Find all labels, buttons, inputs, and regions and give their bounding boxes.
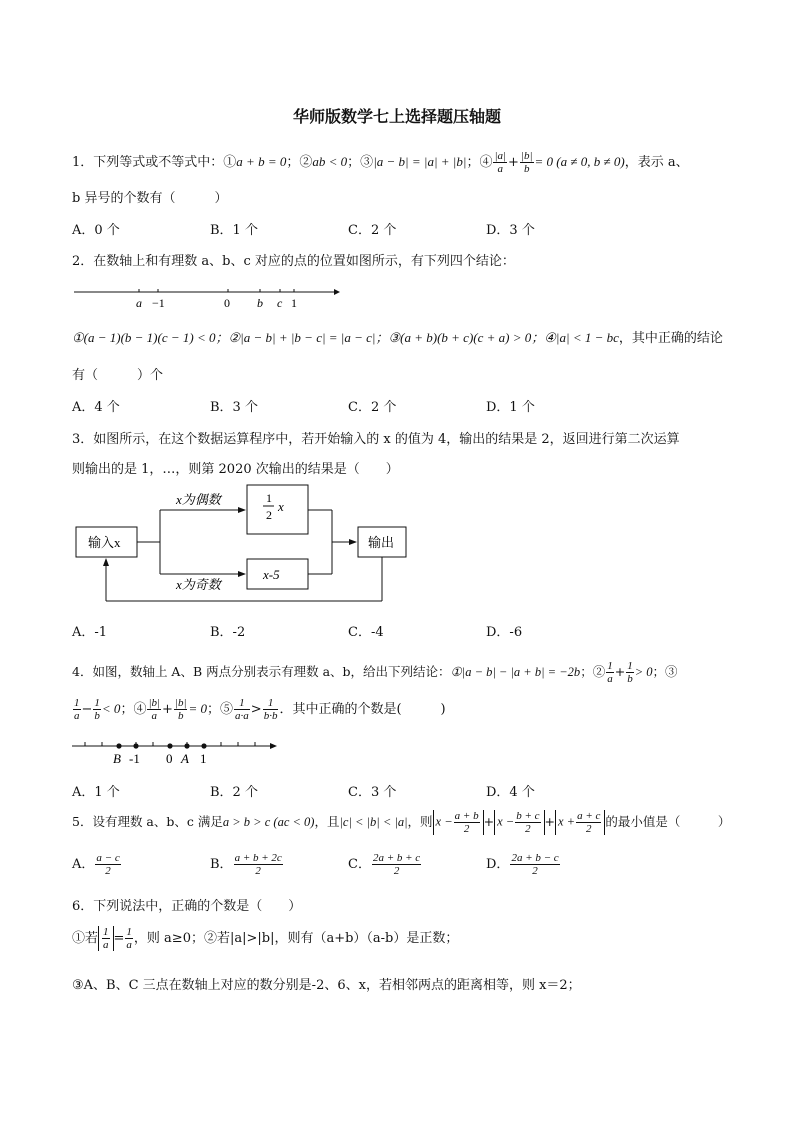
q5-t2-pre: x − (497, 814, 515, 829)
q5-option-a-frac (95, 852, 120, 877)
q4-c4-frac2 (174, 697, 188, 722)
q2-option-b[interactable]: B．3 个 (210, 400, 258, 415)
q6-statement3: ③A、B、C 三点在数轴上对应的数分别是-2、6、x，若相邻两点的距离相等，则 x＝2； (72, 978, 581, 993)
q4-option-c[interactable]: C．3 个 (348, 785, 397, 800)
q1-c4-frac2 (520, 150, 534, 175)
q4-point-b (116, 743, 121, 748)
q4-c3-num2: 1 (94, 697, 100, 709)
q5-option-b-label: B． (210, 857, 233, 872)
q5-t1-pre: x − (435, 814, 453, 829)
q2-line1: 2．在数轴上和有理数 a、b、c 对应的点的位置如图所示，有下列四个结论： (72, 254, 515, 269)
q1-c4-den1: a (497, 163, 504, 175)
q6-s1-tail: ，则 a≥0；②若|a|>|b|，则有（a+b）（a-b）是正数； (133, 931, 459, 946)
q5-mid: ，且 (314, 814, 340, 829)
q4-c4-frac1 (147, 697, 161, 722)
q6-s1-num: 1 (103, 926, 109, 938)
q4-point-neg1 (133, 743, 138, 748)
q5-then: ，则 (407, 814, 433, 829)
q2-label-b: b (257, 296, 263, 310)
q4-label-b: B (113, 751, 121, 766)
q1-c4-frac1 (493, 150, 507, 175)
q4-c2-plus: + (614, 664, 626, 679)
q4-label-a: A (181, 751, 189, 766)
q1-sep1: ； (286, 155, 300, 170)
q2-label-neg1: −1 (152, 296, 165, 310)
q5-t2-den: 2 (525, 823, 531, 835)
q5-t1-frac (454, 810, 480, 835)
q2-tail: ，其中正确的结论 (618, 331, 723, 346)
q4-c5-prefix: ；⑤ (207, 702, 234, 717)
q5-term2 (494, 810, 544, 835)
q5-term1 (433, 810, 484, 835)
q2-option-a[interactable]: A．4 个 (72, 400, 120, 415)
q1-sep2: ； (347, 155, 361, 170)
q5-option-c-den: 2 (393, 865, 400, 877)
q4-c5-den2: b·b (263, 710, 278, 722)
q4-c4-den2: b (177, 710, 184, 722)
q4-c2-num2: 1 (627, 660, 633, 672)
q5-option-a[interactable] (72, 852, 122, 877)
q5-option-a-den: 2 (105, 865, 111, 877)
q1-suffix: ，表示 a、 (624, 155, 689, 170)
q1-c4-tail: = 0 (a ≠ 0, b ≠ 0) (534, 154, 625, 169)
q4-c2-den1: a (607, 673, 613, 685)
q5-option-d-label: D． (486, 857, 510, 872)
q6-s1-den: a (103, 939, 109, 951)
q5-option-b-den: 2 (255, 865, 261, 877)
q4-c3-tail: < 0 (101, 701, 121, 716)
q5-option-a-num: a − c (96, 852, 120, 864)
q4-point-0 (167, 743, 172, 748)
q5-line1: 5．设有理数 a、b、c 满足a > b > c (ac < 0)，且|c| < |b| < |a|，则 x − $\frac{a + b}{2}$ + x − $\frac{b + c}{2}$ + x + $\frac{a + c}{2}$ 的最小值是（ ） (72, 810, 731, 835)
q1-c4-plus: + (508, 155, 519, 170)
q1-option-c[interactable]: C．2 个 (348, 223, 397, 238)
q5-option-b-frac (234, 852, 283, 877)
q4-line2 (72, 697, 446, 722)
q5-term3 (555, 810, 605, 835)
q3-option-b[interactable]: B．-2 (210, 625, 246, 640)
q2-c2: ；②|a − b| + |b − c| = |a − c| (215, 330, 376, 345)
q5-t1-den: 2 (463, 823, 470, 835)
q4-c2-frac1 (606, 660, 614, 685)
q2-option-d[interactable]: D．1 个 (486, 400, 535, 415)
q5-t1-num: a + b (454, 810, 479, 822)
q5-t3-pre: x + (557, 814, 576, 829)
q4-c4-tail: = 0 (188, 701, 208, 716)
q2-axis-arrow (334, 289, 340, 295)
q5-prefix: 5．设有理数 a、b、c 满足 (72, 814, 223, 829)
q4-c4-plus: + (162, 702, 173, 717)
q1-c4-num2: |b| (520, 150, 533, 162)
q3-option-a[interactable]: A．-1 (72, 625, 108, 640)
q2-label-1: 1 (291, 296, 297, 310)
q4-c2-prefix: ；② (580, 664, 606, 679)
q5-t2-num: b + c (516, 810, 540, 822)
q4-line1 (72, 660, 678, 685)
q5-cond: a > b > c (ac < 0) (222, 815, 315, 829)
q4-c2-tail: > 0 (634, 665, 653, 679)
q1-line2: b 异号的个数有（ ） (72, 191, 228, 206)
q5-option-d[interactable] (486, 852, 561, 877)
q1-sep3: ； (466, 155, 480, 170)
q5-t3-den: 2 (586, 823, 592, 835)
q3-half-var: x (278, 499, 284, 514)
q2-c1: ①(a − 1)(b − 1)(c − 1) < 0 (72, 330, 216, 345)
q4-c5-num2: 1 (263, 697, 279, 710)
q5-cond2: |c| < |b| < |a| (339, 815, 408, 829)
q4-label-neg1: -1 (129, 751, 140, 766)
q3-line1: 3．如图所示，在这个数据运算程序中，若开始输入的 x 的值为 4，输出的结果是 2，返回进行第二次运算 (72, 432, 680, 447)
q3-even-label: x为偶数 (176, 492, 221, 507)
q4-c3-frac1 (73, 697, 81, 722)
q5-option-b-num: a + b + 2c (234, 852, 282, 864)
q4-option-d[interactable]: D．4 个 (486, 785, 535, 800)
q6-s1-eq: = (113, 931, 125, 946)
q3-option-d[interactable]: D．-6 (486, 625, 523, 640)
q5-option-c-label: C． (348, 857, 371, 872)
q4-c5-gt: > (250, 702, 262, 717)
q6-s1-abs (98, 926, 114, 951)
q1-c1: a + b = 0 (236, 154, 287, 169)
q1-c4-den2: b (523, 163, 530, 175)
q1-c3: |a − b| = |a| + |b| (373, 154, 467, 169)
q4-c5-frac2 (263, 697, 279, 722)
q1-c3-mark: ③ (360, 155, 374, 170)
q1-c1-mark: ① (223, 155, 237, 170)
q4-c3-minus: − (81, 702, 93, 717)
q4-prefix: 4．如图，数轴上 A、B 两点分别表示有理数 a、b，给出下列结论： (72, 664, 451, 679)
q1-line1 (72, 150, 689, 175)
q4-tail: ．其中正确的个数是( ) (279, 702, 446, 717)
q2-c3: ；③(a + b)(b + c)(c + a) > 0 (375, 330, 532, 345)
q6-s1-prefix: ①若 (72, 931, 99, 946)
q6-s1-frac (102, 926, 110, 951)
q1-option-a[interactable]: A．0 个 (72, 223, 120, 238)
q4-c4-prefix: ；④ (120, 702, 147, 717)
q1-c4-mark: ④ (479, 155, 493, 170)
q2-label-0: 0 (224, 296, 230, 310)
q5-option-c-num: 2a + b + c (372, 852, 421, 864)
q5-option-c-frac (372, 852, 421, 877)
q4-c5-num1: 1 (234, 697, 250, 710)
q5-option-d-frac (510, 852, 559, 877)
q5-option-d-den: 2 (532, 865, 538, 877)
q3-half-num: 1 (266, 491, 272, 505)
q2-c4: ；④|a| < 1 − bc (531, 330, 619, 345)
q5-suffix: 的最小值是（ ） (605, 814, 731, 829)
q6-statement1 (72, 926, 458, 951)
q5-t3-frac (576, 810, 601, 835)
q3-odd-label: x为奇数 (176, 577, 221, 592)
q5-option-a-label: A． (72, 857, 95, 872)
q2-label-a: a (136, 296, 142, 310)
q4-c3-prefix: ；③ (652, 664, 678, 679)
q4-c4-den1: a (151, 710, 157, 722)
q2-number-line (72, 280, 342, 312)
q4-c3-den2: b (94, 710, 100, 722)
q6-s1-rden: a (126, 939, 132, 951)
q1-prefix: 1．下列等式或不等式中： (72, 155, 224, 170)
q2-option-c[interactable]: C．2 个 (348, 400, 397, 415)
q1-c4-num1: |a| (494, 150, 507, 162)
q2-label-c: c (277, 296, 283, 310)
q3-minus-label: x-5 (263, 567, 280, 582)
q3-output-label: 输出 (368, 535, 395, 550)
q4-c3-num1: 1 (74, 697, 80, 709)
q2-line3: 有（ ）个 (72, 368, 164, 383)
q4-number-line (70, 736, 280, 770)
q4-c3-den1: a (74, 710, 80, 722)
q6-line1: 6．下列说法中，正确的个数是（ ） (72, 899, 302, 914)
q4-c2-frac2 (626, 660, 634, 685)
q5-option-c[interactable] (348, 852, 422, 877)
q4-c3-frac2 (93, 697, 101, 722)
q1-option-d[interactable]: D．3 个 (486, 223, 535, 238)
q4-point-a (184, 743, 189, 748)
q2-line2 (72, 327, 723, 346)
q4-option-a[interactable]: A．1 个 (72, 785, 120, 800)
q4-c5-frac1 (234, 697, 250, 722)
q4-c1: ①|a − b| − |a + b| = −2b (450, 665, 581, 679)
q1-c2: ab < 0 (312, 154, 348, 169)
q4-c5-den1: a·a (235, 710, 249, 722)
q4-c4-num1: |b| (148, 697, 161, 709)
q1-option-b[interactable]: B．1 个 (210, 223, 258, 238)
q3-flowchart (72, 484, 412, 606)
q3-input-label: 输入x (88, 535, 121, 550)
q6-s1-rfrac (125, 926, 133, 951)
q5-option-b[interactable] (210, 852, 284, 877)
q4-axis-arrow (270, 743, 277, 749)
q5-t3-num: a + c (577, 810, 601, 822)
q5-option-d-num: 2a + b − c (511, 852, 559, 864)
q4-c2-num1: 1 (607, 660, 613, 672)
q6-s1-rnum: 1 (126, 926, 132, 938)
q4-option-b[interactable]: B．2 个 (210, 785, 258, 800)
q4-c2-den2: b (627, 673, 633, 685)
q5-t2-frac (515, 810, 540, 835)
q4-c4-num2: |b| (174, 697, 187, 709)
q3-line2: 则输出的是 1，…，则第 2020 次输出的结果是（ ） (72, 462, 399, 477)
q4-label-1: 1 (200, 751, 207, 766)
q1-c2-mark: ② (299, 155, 313, 170)
page-title: 华师版数学七上选择题压轴题 (292, 107, 501, 126)
q3-option-c[interactable]: C．-4 (348, 625, 384, 640)
q4-point-1 (201, 743, 206, 748)
q3-half-den: 2 (266, 508, 272, 522)
q4-label-0: 0 (166, 751, 173, 766)
